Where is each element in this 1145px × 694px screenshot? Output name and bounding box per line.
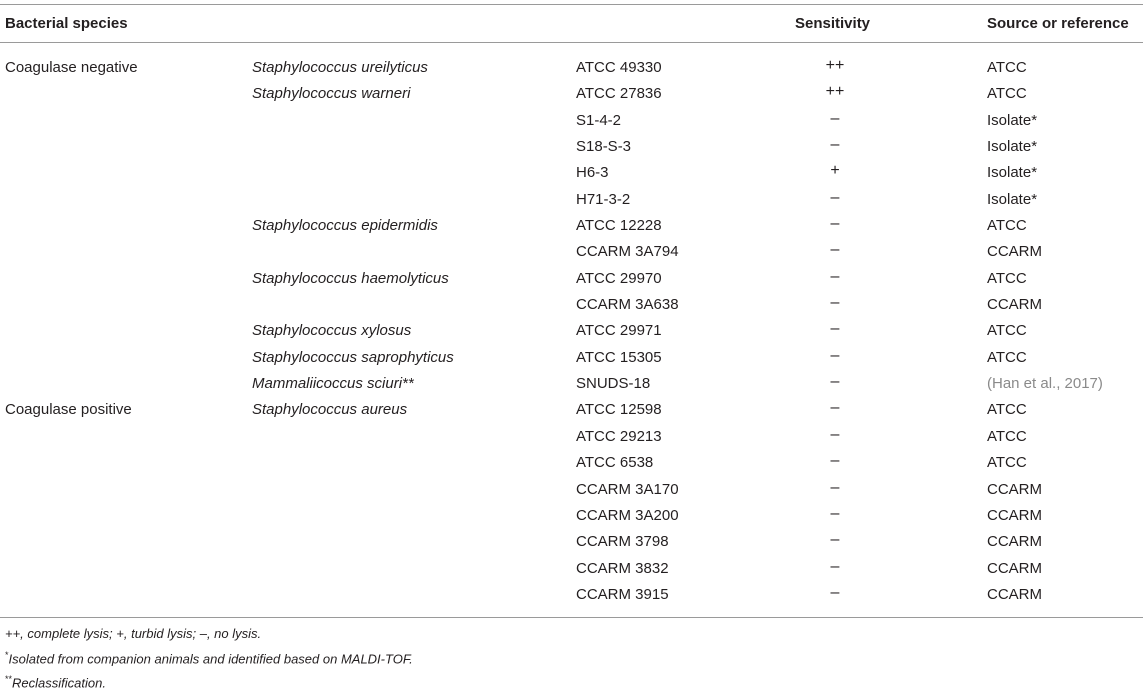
table-row (0, 397, 1143, 423)
cell-source: CCARM (987, 559, 1042, 577)
cell-strain: ATCC 27836 (576, 85, 662, 103)
cell-sensitivity: – (830, 188, 840, 206)
header-sensitivity: Sensitivity (795, 15, 871, 32)
cell-strain: ATCC 29971 (576, 322, 662, 340)
cell-source: ATCC (987, 217, 1027, 235)
cell-strain: CCARM 3A200 (576, 506, 679, 524)
cell-sensitivity: – (830, 241, 840, 259)
cell-strain: CCARM 3A794 (576, 243, 679, 261)
table-row (0, 503, 1143, 529)
cell-sensitivity: ++ (825, 57, 845, 74)
cell-strain: H71-3-2 (576, 190, 631, 208)
cell-source: (Han et al., 2017) (987, 375, 1103, 393)
table-row (0, 292, 1143, 318)
table-row (0, 582, 1143, 608)
table-row (0, 450, 1143, 476)
cell-source: ATCC (987, 85, 1027, 103)
cell-strain: H6-3 (576, 164, 609, 182)
cell-sensitivity: – (830, 136, 840, 154)
table-row (0, 134, 1143, 160)
table-row (0, 55, 1143, 81)
header-rule (0, 42, 1143, 43)
cell-strain: CCARM 3832 (576, 559, 669, 577)
footnote-text: Isolated from companion animals and identified based on MALDI-TOF. (8, 650, 413, 666)
table-row (0, 239, 1143, 265)
cell-strain: CCARM 3A638 (576, 296, 679, 314)
cell-strain: ATCC 29970 (576, 269, 662, 287)
table-row (0, 424, 1143, 450)
cell-strain: S1-4-2 (576, 111, 622, 129)
footnotes (5, 624, 413, 694)
cell-strain: ATCC 15305 (576, 348, 662, 366)
cell-source: CCARM (987, 296, 1042, 314)
cell-strain: ATCC 12228 (576, 217, 662, 235)
cell-sensitivity: – (830, 557, 840, 575)
cell-species: Staphylococcus ureilyticus (252, 59, 428, 76)
cell-source: ATCC (987, 59, 1027, 76)
cell-strain: ATCC 6538 (576, 454, 654, 472)
cell-source: ATCC (987, 269, 1027, 287)
table-row (0, 160, 1143, 186)
table-row (0, 477, 1143, 503)
cell-species: Staphylococcus haemolyticus (252, 269, 449, 287)
table-row (0, 371, 1143, 397)
cell-sensitivity: – (830, 373, 840, 391)
table-header (0, 4, 1143, 42)
cell-strain: CCARM 3A170 (576, 480, 679, 498)
cell-species: Staphylococcus xylosus (252, 322, 412, 340)
cell-species: Staphylococcus aureus (252, 401, 408, 419)
cell-group: Coagulase negative (5, 59, 138, 76)
table-row (0, 213, 1143, 239)
header-source: Source or reference (987, 15, 1129, 32)
cell-sensitivity: – (830, 425, 840, 443)
cell-sensitivity: – (830, 109, 840, 127)
cell-sensitivity: – (830, 531, 840, 549)
cell-source: Isolate* (987, 164, 1038, 182)
footnote-text: Reclassification. (12, 675, 106, 691)
footnote-legend: ++, complete lysis; +, turbid lysis; –, no lysis. (5, 626, 262, 641)
table-row (0, 81, 1143, 107)
cell-sensitivity: – (830, 399, 840, 417)
cell-sensitivity: – (830, 320, 840, 338)
cell-strain: CCARM 3798 (576, 533, 669, 551)
cell-sensitivity: – (830, 215, 840, 233)
table-row (0, 266, 1143, 292)
footnote-marker: ** (5, 674, 13, 685)
cell-source: ATCC (987, 454, 1027, 472)
cell-sensitivity: – (830, 478, 840, 496)
cell-source: CCARM (987, 480, 1042, 498)
cell-source: CCARM (987, 533, 1042, 551)
cell-source: CCARM (987, 585, 1042, 603)
footnote-marker: * (5, 649, 9, 660)
table-row (0, 187, 1143, 213)
cell-strain: S18-S-3 (576, 138, 632, 156)
cell-sensitivity: – (830, 267, 840, 285)
cell-strain: ATCC 29213 (576, 427, 662, 445)
table-row (0, 529, 1143, 555)
table-body (0, 55, 1143, 608)
cell-strain: SNUDS-18 (576, 375, 651, 393)
cell-source: CCARM (987, 506, 1042, 524)
cell-source: Isolate* (987, 190, 1038, 208)
cell-species: Staphylococcus saprophyticus (252, 348, 454, 366)
cell-source: Isolate* (987, 111, 1038, 129)
cell-sensitivity: – (830, 583, 840, 601)
footnote-reclassification (5, 669, 413, 694)
cell-source: ATCC (987, 348, 1027, 366)
cell-sensitivity: ++ (825, 83, 845, 101)
table-row (0, 108, 1143, 134)
cell-group: Coagulase positive (5, 401, 132, 419)
footnote-isolate (5, 645, 413, 670)
cell-source: ATCC (987, 401, 1027, 419)
cell-sensitivity: – (830, 294, 840, 312)
cell-strain: CCARM 3915 (576, 585, 669, 603)
header-bacterial-species: Bacterial species (5, 15, 128, 32)
cell-source: CCARM (987, 243, 1042, 261)
cell-species: Staphylococcus epidermidis (252, 217, 438, 235)
bottom-rule (0, 617, 1143, 618)
cell-species: Staphylococcus warneri (252, 85, 411, 103)
cell-species: Mammaliicoccus sciuri** (252, 375, 414, 393)
cell-strain: ATCC 12598 (576, 401, 662, 419)
table-row (0, 556, 1143, 582)
table-row (0, 345, 1143, 371)
cell-source: ATCC (987, 322, 1027, 340)
table-row (0, 318, 1143, 344)
cell-sensitivity: – (830, 504, 840, 522)
cell-sensitivity: + (830, 162, 840, 180)
cell-strain: ATCC 49330 (576, 59, 662, 76)
cell-sensitivity: – (830, 346, 840, 364)
cell-sensitivity: – (830, 452, 840, 470)
cell-source: Isolate* (987, 138, 1038, 156)
cell-source: ATCC (987, 427, 1027, 445)
